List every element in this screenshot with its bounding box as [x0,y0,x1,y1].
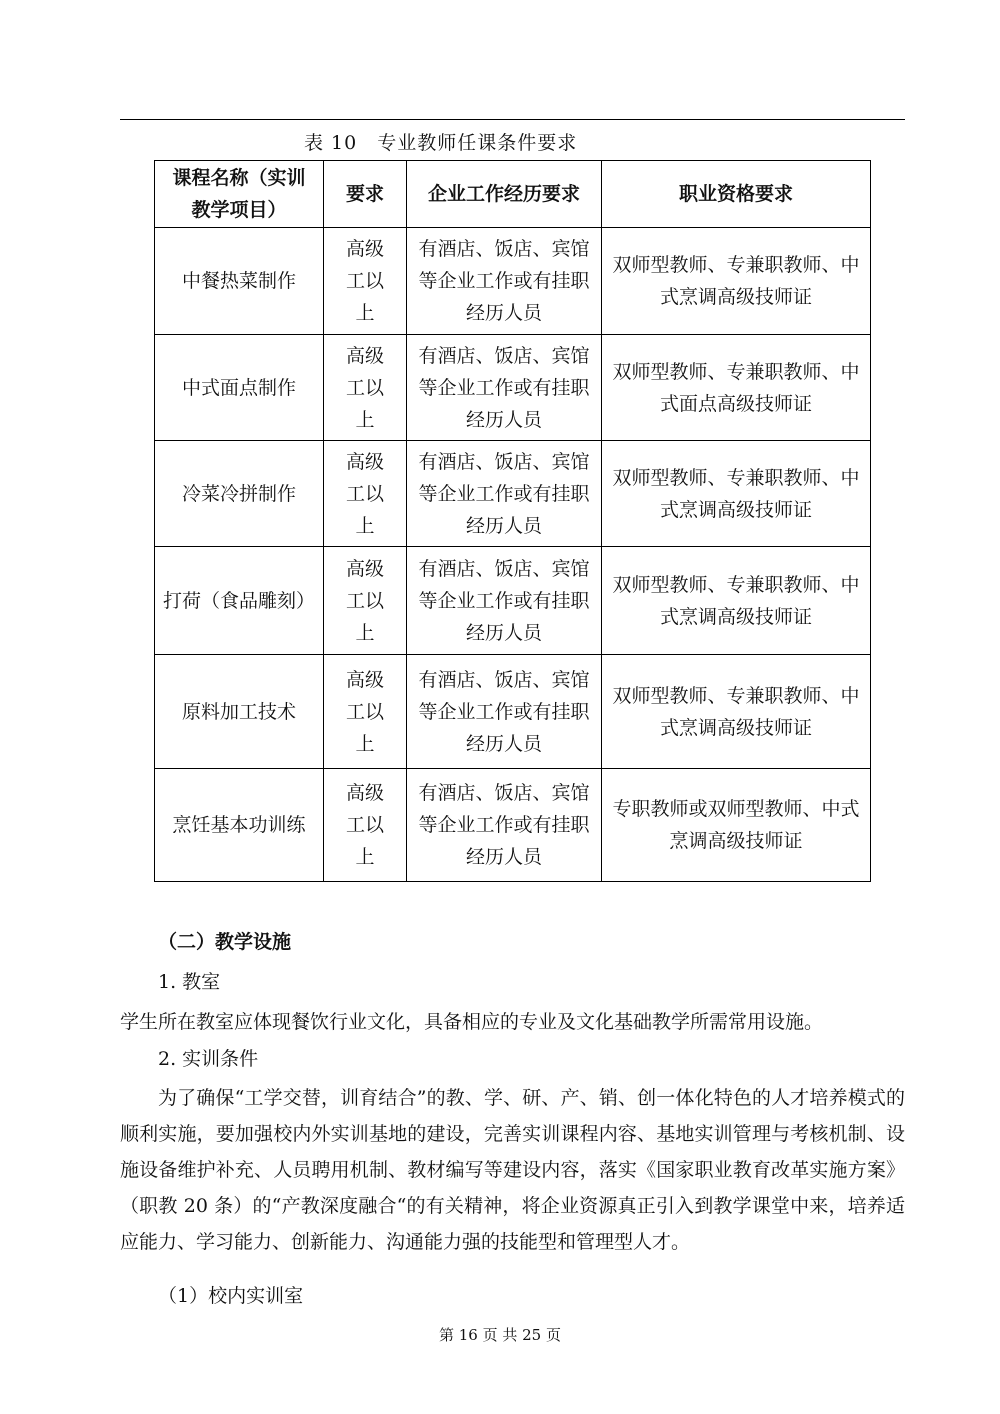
teacher-requirements-table [154,160,871,882]
level-cell: 高级工以上 [324,228,407,335]
header-experience: 企业工作经历要求 [407,161,602,228]
experience-cell: 有酒店、饭店、宾馆等企业工作或有挂职经历人员 [407,655,602,769]
level-cell: 高级工以上 [324,547,407,655]
course-cell: 原料加工技术 [155,655,324,769]
level-cell: 高级工以上 [324,441,407,547]
course-cell: 中式面点制作 [155,335,324,441]
table-caption: 表 10 专业教师任课条件要求 [304,132,578,154]
course-cell: 中餐热菜制作 [155,228,324,335]
level-cell: 高级工以上 [324,769,407,882]
table-header-row [155,161,871,228]
experience-cell: 有酒店、饭店、宾馆等企业工作或有挂职经历人员 [407,228,602,335]
qualification-cell: 专职教师或双师型教师、中式烹调高级技师证 [602,769,871,882]
qualification-cell: 双师型教师、专兼职教师、中式烹调高级技师证 [602,547,871,655]
experience-cell: 有酒店、饭店、宾馆等企业工作或有挂职经历人员 [407,547,602,655]
header-course: 课程名称（实训教学项目） [155,161,324,228]
qualification-cell: 双师型教师、专兼职教师、中式烹调高级技师证 [602,441,871,547]
table-row [155,655,871,769]
page-number: 第 16 页 共 25 页 [438,1326,561,1344]
qualification-cell: 双师型教师、专兼职教师、中式烹调高级技师证 [602,228,871,335]
subheading-training: 2. 实训条件 [158,1048,259,1070]
qualification-cell: 双师型教师、专兼职教师、中式面点高级技师证 [602,335,871,441]
course-cell: 冷菜冷拼制作 [155,441,324,547]
header-qualification: 职业资格要求 [602,161,871,228]
header-level: 要求 [324,161,407,228]
table-row [155,228,871,335]
paragraph-training: 为了确保“工学交替，训育结合”的教、学、研、产、销、创一体化特色的人才培养模式的顺利实施，要加强校内外实训基地的建设，完善实训课程内容、基地实训管理与考核机制、设施设备维护补充、人员聘用机制、教材编写等建设内容，落实《国家职业教育改革实施方案》（职教 20 条）的“产教深度融合“的有关精神，将企业资源真正引入到教学课堂中来，培养适应能力、学习能力、创新能力、沟通能力强的技能型和管理型人才。 [120,1087,905,1253]
experience-cell: 有酒店、饭店、宾馆等企业工作或有挂职经历人员 [407,769,602,882]
level-cell: 高级工以上 [324,335,407,441]
table-row [155,769,871,882]
course-cell: 烹饪基本功训练 [155,769,324,882]
level-cell: 高级工以上 [324,655,407,769]
experience-cell: 有酒店、饭店、宾馆等企业工作或有挂职经历人员 [407,335,602,441]
course-cell: 打荷（食品雕刻） [155,547,324,655]
table-row [155,547,871,655]
subheading-onsite-lab: （1）校内实训室 [158,1285,304,1307]
paragraph-classroom: 学生所在教室应体现餐饮行业文化，具备相应的专业及文化基础教学所需常用设施。 [120,1011,824,1033]
table-row [155,335,871,441]
qualification-cell: 双师型教师、专兼职教师、中式烹调高级技师证 [602,655,871,769]
subheading-classroom: 1. 教室 [158,971,221,993]
header-rule [120,119,905,120]
section-heading: （二）教学设施 [158,931,292,953]
experience-cell: 有酒店、饭店、宾馆等企业工作或有挂职经历人员 [407,441,602,547]
table-row [155,441,871,547]
